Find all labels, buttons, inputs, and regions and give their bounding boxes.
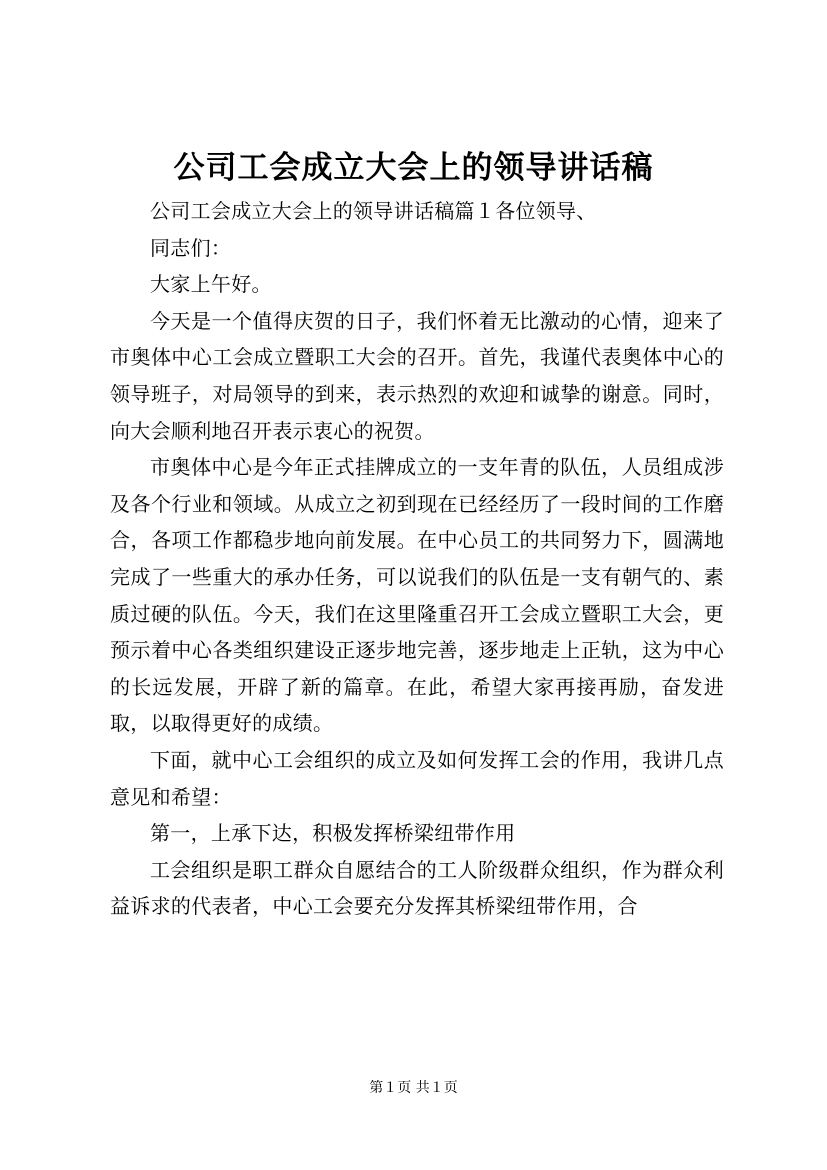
paragraph: 下面，就中心工会组织的成立及如何发挥工会的作用，我讲几点意见和希望： — [110, 747, 724, 809]
paragraph: 市奥体中心是今年正式挂牌成立的一支年青的队伍，人员组成涉及各个行业和领域。从成立之初到现在已经经历了一段时间的工作磨合，各项工作都稳步地向前发展。在中心员工的共同努力下，圆满地完成了一些重大的承办任务，可以说我们的队伍是一支有朝气的、素质过硬的队伍。今天，我们在这里隆重召开工会成立暨职工大会，更预示着中心各类组织建设正逐步地完善，逐步地走上正轨，这为中心的长远发展，开辟了新的篇章。在此，希望大家再接再励，奋发进取，以取得更好的成绩。 — [110, 455, 724, 736]
page-footer: 第１页 共１页 — [369, 1080, 458, 1096]
paragraph: 第一，上承下达，积极发挥桥梁纽带作用 — [150, 821, 516, 846]
paragraph: 工会组织是职工群众自愿结合的工人阶级群众组织，作为群众利益诉求的代表者，中心工会要充分发挥其桥梁纽带作用，合 — [110, 857, 724, 919]
paragraph: 公司工会成立大会上的领导讲话稿篇１各位领导、 — [150, 199, 597, 223]
document-body — [110, 193, 724, 925]
paragraph: 今天是一个值得庆贺的日子，我们怀着无比激动的心情，迎来了市奥体中心工会成立暨职工大会的召开。首先，我谨代表奥体中心的领导班子，对局领导的到来，表示热烈的欢迎和诚挚的谢意。同时，向大会顺利地召开表示衷心的祝贺。 — [110, 308, 724, 443]
paragraph: 大家上午好。 — [150, 272, 272, 297]
paragraph: 同志们： — [150, 235, 232, 260]
document-title: 公司工会成立大会上的领导讲话稿 — [173, 150, 654, 186]
